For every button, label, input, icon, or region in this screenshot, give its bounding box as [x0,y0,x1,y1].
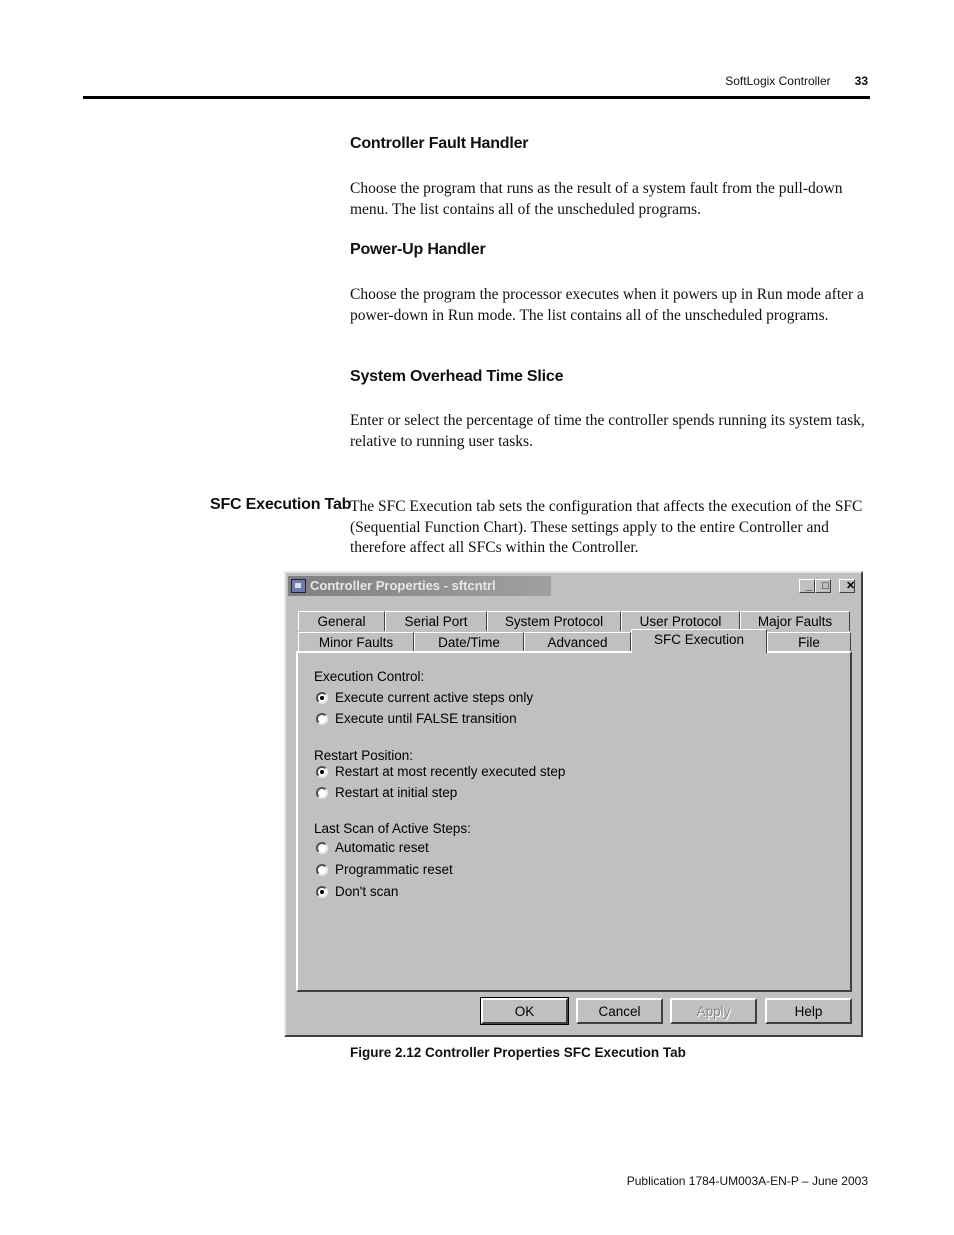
side-heading-sfc-execution-tab: SFC Execution Tab [210,496,352,513]
tab-minor-faults[interactable]: Minor Faults [298,632,414,652]
radio-button[interactable] [316,787,328,799]
radio-label: Don't scan [335,884,399,899]
page-footer: Publication 1784-UM003A-EN-P – June 2003 [626,1174,868,1188]
header-rule [83,96,870,99]
tab-major-faults[interactable]: Major Faults [740,611,850,631]
minimize-button[interactable]: _ [799,579,815,593]
dialog-title: Controller Properties - sftcntrl [310,578,496,593]
radio-label: Restart at initial step [335,785,458,800]
radio-button[interactable] [316,713,328,725]
tab-date-time[interactable]: Date/Time [414,632,524,652]
tab-sfc-execution[interactable]: SFC Execution [631,629,767,653]
running-header [725,74,868,88]
radio-label: Restart at most recently executed step [335,764,566,779]
tab-user-protocol[interactable]: User Protocol [621,611,740,631]
section-heading-fault-handler: Controller Fault Handler [350,135,529,152]
close-button[interactable]: ✕ [839,579,855,593]
section-heading-power-up-handler: Power-Up Handler [350,241,486,258]
radio-button-checked[interactable] [316,766,328,778]
running-header-title: SoftLogix Controller [725,74,831,88]
last-scan-label: Last Scan of Active Steps: [314,821,471,836]
radio-button[interactable] [316,842,328,854]
radio-restart-most-recent-step[interactable] [316,764,565,779]
section-body-fault-handler: Choose the program that runs as the result of a system fault from the pull-down menu. The list contains all of the unscheduled programs. [350,180,843,218]
tab-general[interactable]: General [298,611,385,631]
radio-dont-scan[interactable] [316,884,398,899]
apply-button[interactable]: Apply [670,998,757,1024]
radio-programmatic-reset[interactable] [316,862,453,877]
restart-position-label: Restart Position: [314,748,414,763]
help-button[interactable]: Help [765,998,852,1024]
dialog-titlebar[interactable] [288,576,859,596]
maximize-button[interactable]: □ [815,579,831,593]
sfc-execution-panel [296,651,852,992]
ok-button[interactable]: OK [481,998,568,1024]
tab-advanced[interactable]: Advanced [524,632,631,652]
controller-properties-dialog [284,571,863,1037]
section-body-power-up-handler: Choose the program the processor executes when it powers up in Run mode after a power-down in Run mode. The list contains all of the unscheduled programs. [350,286,864,324]
section-body-overhead-time-slice: Enter or select the percentage of time the controller spends running its system task, relative to running user tasks. [350,412,865,450]
radio-button[interactable] [316,864,328,876]
figure-caption: Figure 2.12 Controller Properties SFC Execution Tab [350,1045,686,1060]
tab-system-protocol[interactable]: System Protocol [487,611,621,631]
radio-restart-initial-step[interactable] [316,785,457,800]
radio-automatic-reset[interactable] [316,840,429,855]
section-body-sfc-execution-tab: The SFC Execution tab sets the configuration that affects the execution of the SFC (Sequential Function Chart). These settings apply to the entire Controller and therefore affect all SFCs within the Controller. [350,498,863,556]
tab-file[interactable]: File [767,632,851,652]
radio-label: Automatic reset [335,840,429,855]
section-heading-overhead-time-slice: System Overhead Time Slice [350,368,564,385]
execution-control-label: Execution Control: [314,669,425,684]
tab-serial-port[interactable]: Serial Port [385,611,487,631]
radio-button-checked[interactable] [316,886,328,898]
radio-label: Execute current active steps only [335,690,534,705]
radio-label: Execute until FALSE transition [335,711,517,726]
app-icon [291,579,306,593]
radio-execute-current-active-steps[interactable] [316,690,533,705]
radio-label: Programmatic reset [335,862,453,877]
cancel-button[interactable]: Cancel [576,998,663,1024]
radio-execute-until-false-transition[interactable] [316,711,517,726]
radio-button-checked[interactable] [316,692,328,704]
page-number: 33 [854,74,868,88]
